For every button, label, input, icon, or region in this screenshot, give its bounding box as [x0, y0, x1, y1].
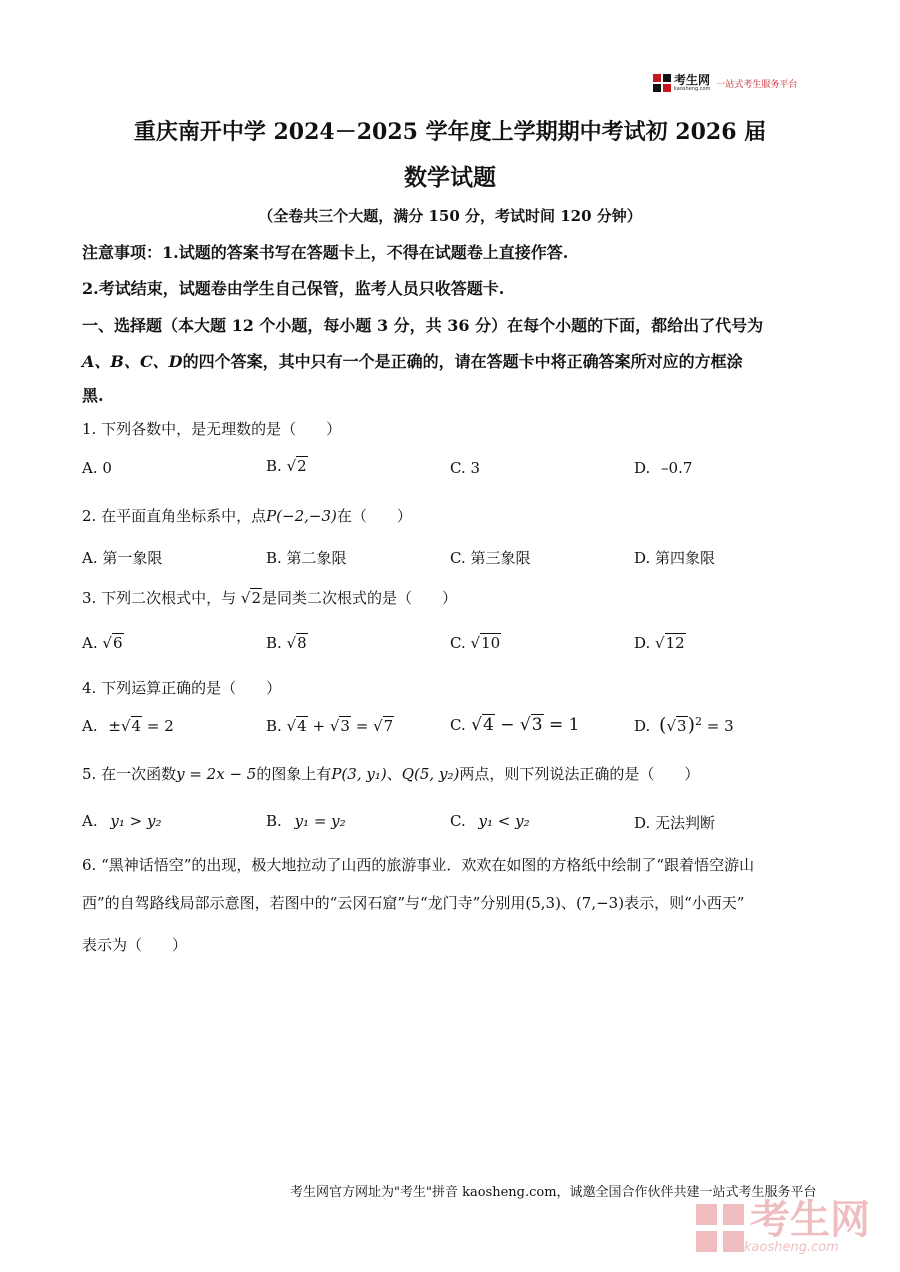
radicand: 8: [297, 634, 307, 652]
q5-option-c: [450, 812, 530, 830]
radicand: 4: [297, 717, 307, 735]
watermark: [696, 1197, 870, 1255]
radicand: 3: [677, 717, 687, 735]
section-heading-line-2: [82, 349, 743, 372]
option-letters: A、B、C、D: [82, 352, 183, 371]
exponent: 2: [695, 715, 702, 728]
q1-option-b: [266, 457, 308, 475]
logo-slogan: 一站式考生服务平台: [716, 79, 798, 90]
kaosheng-logo-icon: [653, 74, 671, 92]
question-4-stem: 4. 下列运算正确的是（ ）: [82, 679, 282, 697]
brand-logo: [653, 72, 797, 94]
sqrt-expression: √8: [286, 634, 307, 652]
q4-a-result: = 2: [146, 717, 174, 735]
sqrt-expression: √4: [471, 715, 494, 735]
q3-option-c-label: C.: [450, 634, 466, 652]
q5-function: y = 2x − 5: [176, 765, 257, 783]
sqrt-expression: √4: [286, 717, 307, 735]
exam-info: （全卷共三个大题，满分 150 分，考试时间 120 分钟）: [258, 207, 642, 225]
plus-minus: ±: [108, 717, 121, 735]
radicand: 7: [383, 717, 394, 735]
exam-title: 重庆南开中学 2024－2025 学年度上学期期中考试初 2026 届: [133, 119, 767, 145]
question-2-stem: [82, 505, 412, 526]
sqrt-expression: √12: [655, 634, 685, 652]
q4-option-d: [634, 714, 734, 736]
section-heading-line-1: 一、选择题（本大题 12 个小题，每小题 3 分，共 36 分）在每个小题的下面，都给出了代号为: [82, 316, 764, 335]
open-paren: (: [659, 714, 667, 736]
radicand: 4: [482, 715, 494, 735]
q5-option-a: [82, 812, 161, 830]
q2-option-a: A. 第一象限: [82, 549, 163, 567]
q5-point-p: P(3, y₁): [331, 765, 387, 783]
q5-b-expr: y₁ = y₂: [294, 812, 346, 830]
q5-option-b: [266, 812, 346, 830]
q2-point: P(−2,−3): [266, 507, 337, 525]
question-6-line-3: 表示为（ ）: [82, 936, 188, 954]
q1-option-d: [634, 459, 692, 477]
close-paren: ): [687, 714, 695, 736]
q3-option-d: [634, 634, 686, 652]
q5-option-c-label: C.: [450, 812, 466, 830]
q4-option-a: [82, 717, 174, 735]
q2-stem-pre: 2. 在平面直角坐标系中，点: [82, 507, 267, 525]
q4-option-b: [266, 717, 394, 735]
q4-c-result: = 1: [548, 715, 580, 735]
q5-option-d: D. 无法判断: [634, 814, 716, 832]
q6-line-2-pre: 西”的自驾路线局部示意图，若图中的“云冈石窟”与“龙门寺”分别用: [82, 894, 526, 912]
radicand: 6: [112, 634, 123, 652]
q4-d-result: = 3: [706, 717, 734, 735]
sqrt-expression: √2: [240, 589, 261, 607]
sqrt-expression: √4: [120, 717, 142, 735]
q3-option-b: [266, 634, 308, 652]
q4-option-c-label: C.: [450, 716, 466, 734]
q1-option-d-value: –0.7: [661, 459, 693, 477]
page-footer: 考生网官方网址为"考生"拼音 kaosheng.com，诚邀全国合作伙伴共建一站式考生服务平台: [290, 1185, 817, 1200]
q5-c-expr: y₁ < y₂: [478, 812, 530, 830]
radicand: 12: [665, 634, 685, 652]
separator: 、: [560, 894, 576, 912]
watermark-name: 考生网: [750, 1197, 870, 1243]
separator: 、: [386, 765, 402, 783]
q3-stem-pre: 3. 下列二次根式中，与: [82, 589, 237, 607]
watermark-domain: kaosheng.com: [744, 1240, 839, 1255]
question-6-line-2: [82, 892, 744, 913]
q1-option-a: A. 0: [82, 459, 112, 477]
q6-coord-1: (5,3): [525, 894, 561, 912]
equals-sign: =: [355, 717, 369, 735]
question-1-stem: 1. 下列各数中，是无理数的是（ ）: [82, 420, 342, 438]
q5-stem-pre: 5. 在一次函数: [82, 765, 177, 783]
q3-stem-post: 是同类二次根式的是（ ）: [261, 589, 457, 607]
q5-stem-post: 两点，则下列说法正确的是（ ）: [459, 765, 700, 783]
logo-domain: kaosheng.com: [674, 86, 711, 92]
q3-option-a-label: A.: [82, 634, 98, 652]
q4-option-b-label: B.: [266, 717, 282, 735]
q1-option-c: C. 3: [450, 459, 481, 477]
section-heading-line-2-text: 的四个答案，其中只有一个是正确的，请在答题卡中将正确答案所对应的方框涂: [182, 352, 743, 371]
q6-coord-2: (7,−3): [575, 894, 625, 912]
notes-line-1: 注意事项：1.试题的答案书写在答题卡上，不得在试题卷上直接作答.: [82, 243, 569, 262]
q2-option-d: D. 第四象限: [634, 549, 716, 567]
logo-name: 考生网: [674, 73, 711, 87]
q2-stem-post: 在（ ）: [336, 507, 412, 525]
q1-option-b-label: B.: [266, 457, 282, 475]
sqrt-expression: √3: [329, 717, 350, 735]
radicand: 4: [131, 717, 142, 735]
sqrt-expression: √7: [373, 717, 394, 735]
radicand: 2: [251, 589, 261, 607]
sqrt-expression: √6: [102, 634, 123, 652]
q5-stem-mid: 的图象上有: [256, 765, 332, 783]
operator: +: [312, 717, 326, 735]
question-3-stem: [82, 587, 457, 608]
radicand: 3: [531, 715, 543, 735]
radicand: 2: [297, 457, 307, 475]
notes-line-2: 2.考试结束，试题卷由学生自己保管，监考人员只收答题卡.: [82, 279, 505, 298]
q1-option-d-label: D.: [634, 459, 651, 477]
sqrt-expression: √10: [470, 634, 501, 652]
sqrt-expression: √3: [519, 715, 543, 735]
exam-subject: 数学试题: [404, 164, 496, 191]
q5-a-expr: y₁ > y₂: [110, 812, 162, 830]
sqrt-expression: √3: [666, 717, 687, 735]
q5-option-a-label: A.: [82, 812, 98, 830]
question-5-stem: [82, 763, 699, 784]
sqrt-expression: √2: [286, 457, 307, 475]
watermark-logo-icon: [696, 1204, 744, 1252]
q3-option-d-label: D.: [634, 634, 651, 652]
q2-option-c: C. 第三象限: [450, 549, 531, 567]
q3-option-c: [450, 634, 501, 652]
q4-option-c: [450, 715, 579, 735]
section-heading-line-3: 黑.: [82, 386, 104, 405]
q4-option-d-label: D.: [634, 717, 651, 735]
q2-option-b: B. 第二象限: [266, 549, 347, 567]
q6-line-2-post: 表示，则“小西天”: [624, 894, 745, 912]
q3-option-b-label: B.: [266, 634, 282, 652]
radicand: 3: [340, 717, 350, 735]
radicand: 10: [481, 634, 501, 652]
q5-option-b-label: B.: [266, 812, 282, 830]
question-6-line-1: 6. “黑神话悟空”的出现，极大地拉动了山西的旅游事业．欢欢在如图的方格纸中绘制了“跟着悟空游山: [82, 856, 755, 874]
q4-option-a-label: A.: [82, 717, 98, 735]
q3-option-a: [82, 634, 124, 652]
operator: −: [500, 715, 515, 735]
q5-point-q: Q(5, y₂): [401, 765, 460, 783]
